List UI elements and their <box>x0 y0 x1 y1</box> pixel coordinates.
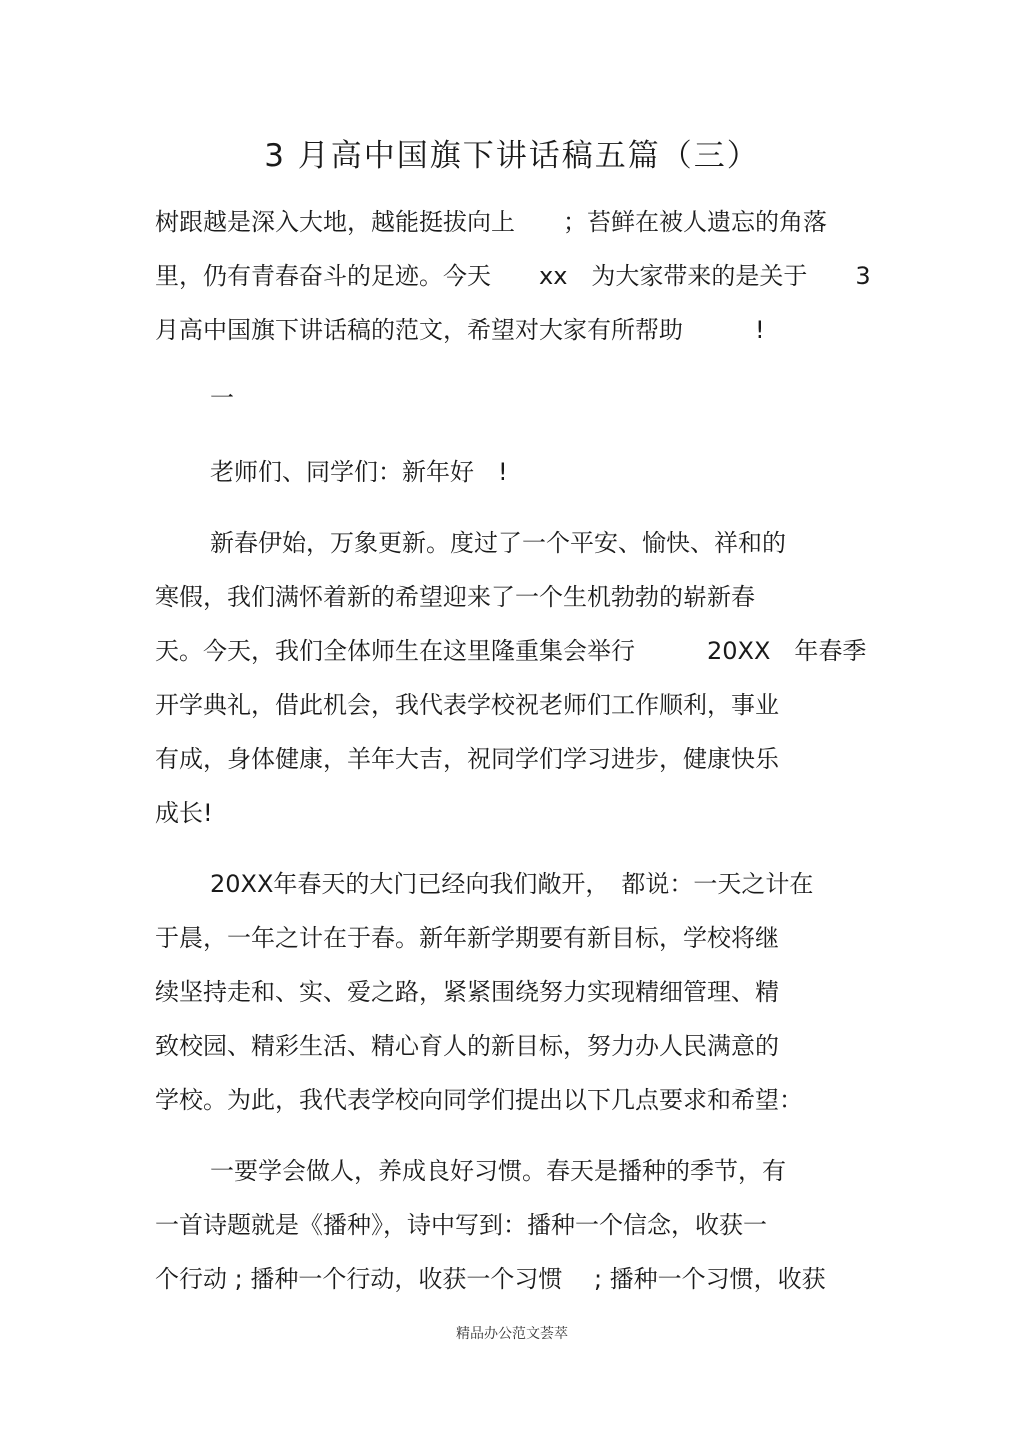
text-line: 一要学会做人，养成良好习惯。春天是播种的季节，有 <box>210 1157 786 1185</box>
section-number: 一 <box>210 384 234 412</box>
text-line: 20XX年春天的大门已经向我们敞开， 都说：一天之计在 <box>210 870 814 898</box>
text-line: 树跟越是深入大地，越能挺拔向上 ；苔鲜在被人遗忘的角落 <box>155 208 827 236</box>
document-title: 3 月高中国旗下讲话稿五篇（三） <box>264 138 760 174</box>
text-line: 个行动 ; 播种一个行动，收获一个习惯 ; 播种一个习惯，收获 <box>155 1265 826 1293</box>
text-line: 开学典礼，借此机会，我代表学校祝老师们工作顺利，事业 <box>155 691 779 719</box>
text-line: 有成，身体健康，羊年大吉，祝同学们学习进步，健康快乐 <box>155 745 779 773</box>
text-line: 成长! <box>155 799 213 827</box>
text-line: 月高中国旗下讲话稿的范文，希望对大家有所帮助 ! <box>155 316 765 344</box>
text-line: 于晨，一年之计在于春。新年新学期要有新目标，学校将继 <box>155 924 779 952</box>
text-line: 里，仍有青春奋斗的足迹。今天 xx 为大家带来的是关于 3 <box>155 262 871 290</box>
text-line: 新春伊始，万象更新。度过了一个平安、愉快、祥和的 <box>210 529 786 557</box>
text-line: 天。今天，我们全体师生在这里隆重集会举行 20XX 年春季 <box>155 637 867 665</box>
page-footer: 精品办公范文荟萃 <box>456 1326 568 1342</box>
text-line: 致校园、精彩生活、精心育人的新目标，努力办人民满意的 <box>155 1032 779 1060</box>
salutation: 老师们、同学们：新年好 ! <box>210 458 508 486</box>
text-line: 寒假，我们满怀着新的希望迎来了一个生机勃勃的崭新春 <box>155 583 755 611</box>
text-line: 续坚持走和、实、爱之路，紧紧围绕努力实现精细管理、精 <box>155 978 779 1006</box>
text-line: 一首诗题就是《播种》，诗中写到：播种一个信念，收获一 <box>155 1211 767 1239</box>
text-line: 学校。为此，我代表学校向同学们提出以下几点要求和希望： <box>155 1086 803 1114</box>
